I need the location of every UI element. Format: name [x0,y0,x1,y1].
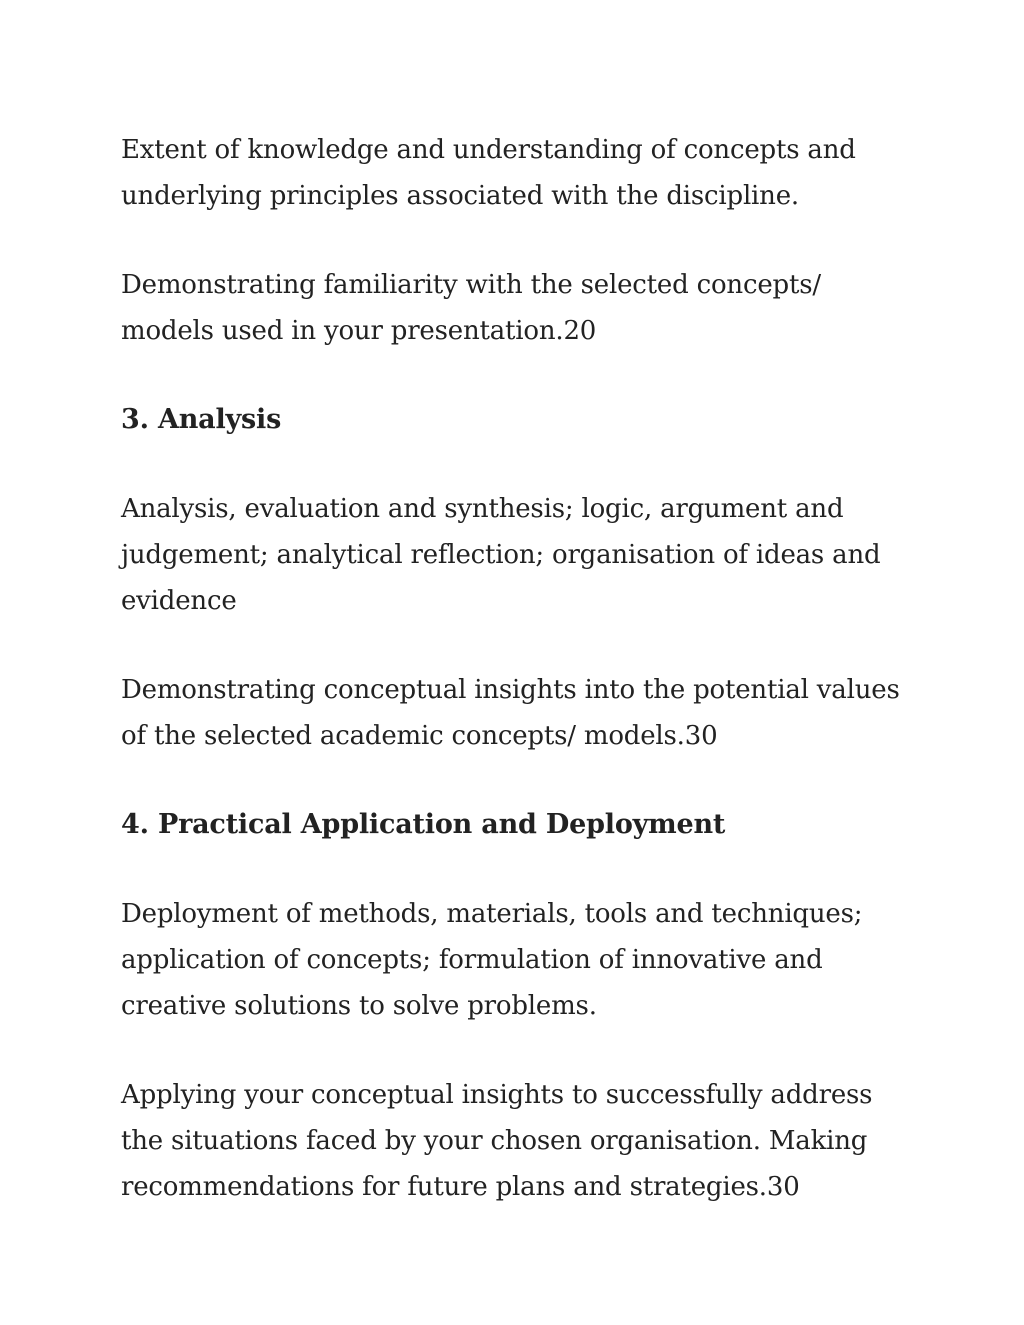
analysis-criterion-detail: Demonstrating conceptual insights into the potential values of the selected academic concepts/ models.30 [121,675,900,751]
practical-application-heading: 4. Practical Application and Deployment [121,809,726,840]
practical-application-description: Deployment of methods, materials, tools and techniques; application of concepts; formulation of innovative and creative solutions to solve problems. [121,899,863,1021]
analysis-heading: 3. Analysis [121,404,282,435]
knowledge-criterion-detail: Demonstrating familiarity with the selected concepts/ models used in your presentation.20 [121,270,821,346]
knowledge-criterion-description: Extent of knowledge and understanding of concepts and underlying principles associated with the discipline. [121,135,856,211]
practical-application-detail: Applying your conceptual insights to successfully address the situations faced by your chosen organisation. Making recommendations for future plans and strategies.30 [121,1080,873,1202]
analysis-criterion-description: Analysis, evaluation and synthesis; logic, argument and judgement; analytical reflection; organisation of ideas and evidence [121,494,881,616]
document-page [121,127,921,1253]
